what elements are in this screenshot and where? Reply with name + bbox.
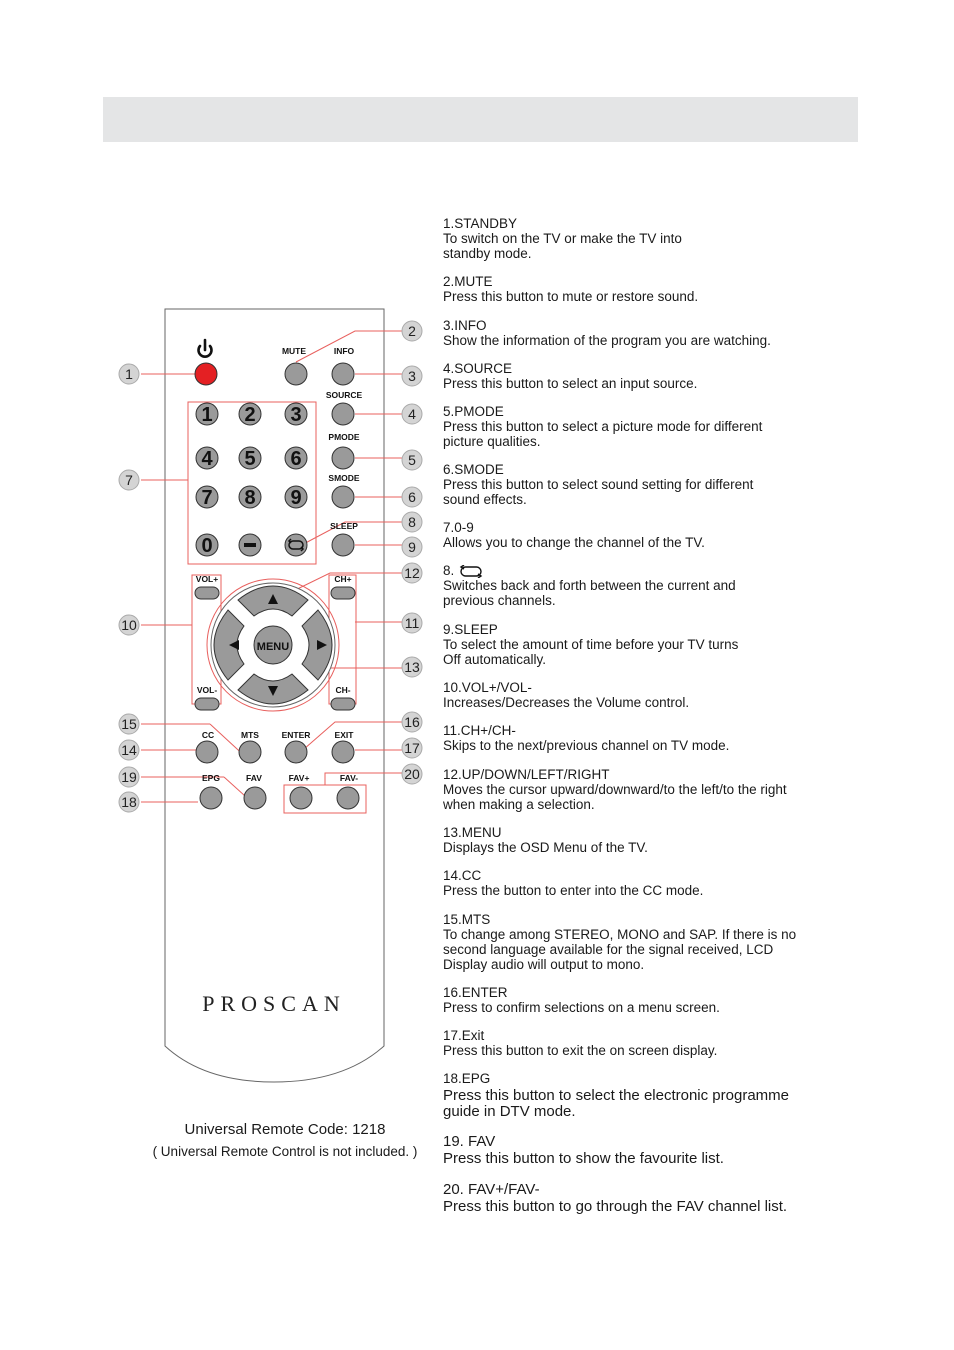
digit-label: 6 xyxy=(290,448,302,470)
enter-label: ENTER xyxy=(281,730,311,740)
source-button[interactable] xyxy=(332,403,354,425)
recall-icon xyxy=(458,565,484,578)
desc-recall xyxy=(443,563,843,608)
ch-minus-label: CH- xyxy=(335,685,351,695)
desc-smode xyxy=(443,462,843,507)
mute-button[interactable] xyxy=(285,363,307,385)
vol-minus-label: VOL- xyxy=(196,685,218,695)
desc-cc xyxy=(443,868,843,898)
callout-number: 17 xyxy=(404,740,420,756)
callout-number: 2 xyxy=(408,323,416,339)
desc-channel xyxy=(443,723,843,753)
desc-title: 1.STANDBY xyxy=(443,216,518,231)
sleep-label: SLEEP xyxy=(330,521,358,531)
digit-label: 9 xyxy=(290,487,302,509)
desc-title: 8. xyxy=(443,563,455,578)
desc-body: Skips to the next/previous channel on TV mode. xyxy=(443,738,730,753)
mts-label: MTS xyxy=(241,730,259,740)
callout-number: 3 xyxy=(408,368,416,384)
fav-minus-button[interactable] xyxy=(337,787,359,809)
desc-body: Press this button to exit the on screen display. xyxy=(443,1043,718,1058)
ch-plus-label: CH+ xyxy=(334,574,352,584)
desc-epg xyxy=(443,1071,843,1121)
vol-minus-button[interactable] xyxy=(195,698,219,710)
desc-body: Increases/Decreases the Volume control. xyxy=(443,695,690,710)
desc-exit xyxy=(443,1028,843,1058)
desc-body: To switch on the TV or make the TV into standby mode. xyxy=(443,231,682,261)
desc-body: Displays the OSD Menu of the TV. xyxy=(443,840,648,855)
desc-body: Moves the cursor upward/downward/to the left/to the right when making a selection. xyxy=(443,782,787,812)
desc-title: 11.CH+/CH- xyxy=(443,723,516,738)
epg-label: EPG xyxy=(202,773,220,783)
desc-pmode xyxy=(443,404,843,449)
desc-body: Press to confirm selections on a menu screen. xyxy=(443,1000,720,1015)
desc-title: 15.MTS xyxy=(443,912,491,927)
cc-button[interactable] xyxy=(196,741,218,763)
sleep-button[interactable] xyxy=(332,534,354,556)
desc-mute xyxy=(443,274,843,304)
desc-source xyxy=(443,361,843,391)
enter-button[interactable] xyxy=(285,741,307,763)
desc-title: 12.UP/DOWN/LEFT/RIGHT xyxy=(443,767,610,782)
desc-standby xyxy=(443,216,843,261)
pmode-button[interactable] xyxy=(332,447,354,469)
desc-body: Switches back and forth between the current and previous channels. xyxy=(443,578,736,608)
fav-label: FAV xyxy=(246,773,262,783)
digit-label: 0 xyxy=(201,535,213,557)
callout-number: 13 xyxy=(404,659,420,675)
desc-title: 9.SLEEP xyxy=(443,622,498,637)
callout-number: 19 xyxy=(121,769,137,785)
desc-body: Press this button to mute or restore sound. xyxy=(443,289,699,304)
digit-label: 3 xyxy=(290,404,302,426)
callout-number: 8 xyxy=(408,514,416,530)
desc-body: Press the button to enter into the CC mode. xyxy=(443,883,704,898)
epg-button[interactable] xyxy=(200,787,222,809)
info-button[interactable] xyxy=(332,363,354,385)
callout-number: 10 xyxy=(121,617,137,633)
vol-plus-button[interactable] xyxy=(195,587,219,599)
smode-label: SMODE xyxy=(328,473,360,483)
desc-menu xyxy=(443,825,843,855)
digit-label: 4 xyxy=(201,448,213,470)
digit-label: 1 xyxy=(201,404,213,426)
exit-label: EXIT xyxy=(334,730,354,740)
desc-info xyxy=(443,318,843,348)
desc-body: Show the information of the program you are watching. xyxy=(443,333,771,348)
callout-number: 15 xyxy=(121,716,137,732)
desc-sleep xyxy=(443,622,843,667)
callout-number: 9 xyxy=(408,539,416,555)
callout-number: 18 xyxy=(121,794,137,810)
dash-icon xyxy=(244,543,256,547)
digit-label: 7 xyxy=(201,487,213,509)
callout-number: 20 xyxy=(404,766,420,782)
smode-button[interactable] xyxy=(332,486,354,508)
desc-title: 4.SOURCE xyxy=(443,361,513,376)
digit-label: 8 xyxy=(244,487,256,509)
brand-logo: PROSCAN xyxy=(202,991,346,1016)
callout-number: 6 xyxy=(408,489,416,505)
fav-minus-label: FAV- xyxy=(339,773,359,783)
standby-button[interactable] xyxy=(195,363,217,385)
vol-plus-label: VOL+ xyxy=(195,574,219,584)
desc-fav-list xyxy=(443,1182,843,1215)
desc-title: 20. FAV+/FAV- xyxy=(443,1181,540,1198)
fav-plus-button[interactable] xyxy=(290,787,312,809)
digit-label: 5 xyxy=(244,448,256,470)
source-label: SOURCE xyxy=(325,390,363,400)
desc-title: 19. FAV xyxy=(443,1133,496,1150)
callout-number: 5 xyxy=(408,452,416,468)
desc-body: Allows you to change the channel of the TV. xyxy=(443,535,705,550)
callout-number: 12 xyxy=(404,565,420,581)
desc-body: Press this button to select the electronic programme guide in DTV mode. xyxy=(443,1086,789,1120)
desc-title: 10.VOL+/VOL- xyxy=(443,680,532,695)
fav-plus-label: FAV+ xyxy=(288,773,310,783)
callout-number: 16 xyxy=(404,714,420,730)
desc-title: 7.0-9 xyxy=(443,520,474,535)
desc-title: 16.ENTER xyxy=(443,985,508,1000)
fav-button[interactable] xyxy=(244,787,266,809)
exit-button[interactable] xyxy=(332,741,354,763)
callout-number: 11 xyxy=(404,615,420,631)
desc-title: 2.MUTE xyxy=(443,274,493,289)
cc-label: CC xyxy=(201,730,215,740)
ch-minus-button[interactable] xyxy=(331,698,355,710)
desc-mts xyxy=(443,912,843,972)
mts-button[interactable] xyxy=(239,741,261,763)
callout-number: 4 xyxy=(408,406,416,422)
desc-title: 17.Exit xyxy=(443,1028,485,1043)
desc-arrows xyxy=(443,767,843,812)
callout-number: 7 xyxy=(125,472,133,488)
callout-number: 1 xyxy=(125,366,133,382)
menu-label: MENU xyxy=(256,641,290,653)
info-label: INFO xyxy=(333,346,355,356)
remote-code-caption: Universal Remote Code: 1218 xyxy=(184,1121,386,1138)
desc-digits xyxy=(443,520,843,550)
pmode-label: PMODE xyxy=(328,432,360,442)
digit-label: 2 xyxy=(244,404,256,426)
desc-title: 5.PMODE xyxy=(443,404,504,419)
desc-body: Press this button to select an input source. xyxy=(443,376,698,391)
desc-title: 6.SMODE xyxy=(443,462,504,477)
desc-body: To change among STEREO, MONO and SAP. If there is no second language available for the signal received, LCD Display audio will output to mono. xyxy=(443,927,797,972)
desc-title: 14.CC xyxy=(443,868,482,883)
desc-fav xyxy=(443,1134,843,1167)
desc-title: 3.INFO xyxy=(443,318,487,333)
callout-number: 14 xyxy=(121,742,137,758)
ch-plus-button[interactable] xyxy=(331,587,355,599)
desc-title: 18.EPG xyxy=(443,1071,491,1086)
desc-body: Press this button to select sound setting for different sound effects. xyxy=(443,477,754,507)
desc-body: Press this button to go through the FAV channel list. xyxy=(443,1197,788,1215)
desc-title: 13.MENU xyxy=(443,825,502,840)
desc-body: Press this button to show the favourite list. xyxy=(443,1149,724,1167)
desc-body: To select the amount of time before your TV turns Off automatically. xyxy=(443,637,739,667)
desc-enter xyxy=(443,985,843,1015)
desc-volume xyxy=(443,680,843,710)
mute-label: MUTE xyxy=(281,346,307,356)
desc-body: Press this button to select a picture mode for different picture qualities. xyxy=(443,419,763,449)
remote-note-caption: ( Universal Remote Control is not included. ) xyxy=(152,1144,418,1159)
